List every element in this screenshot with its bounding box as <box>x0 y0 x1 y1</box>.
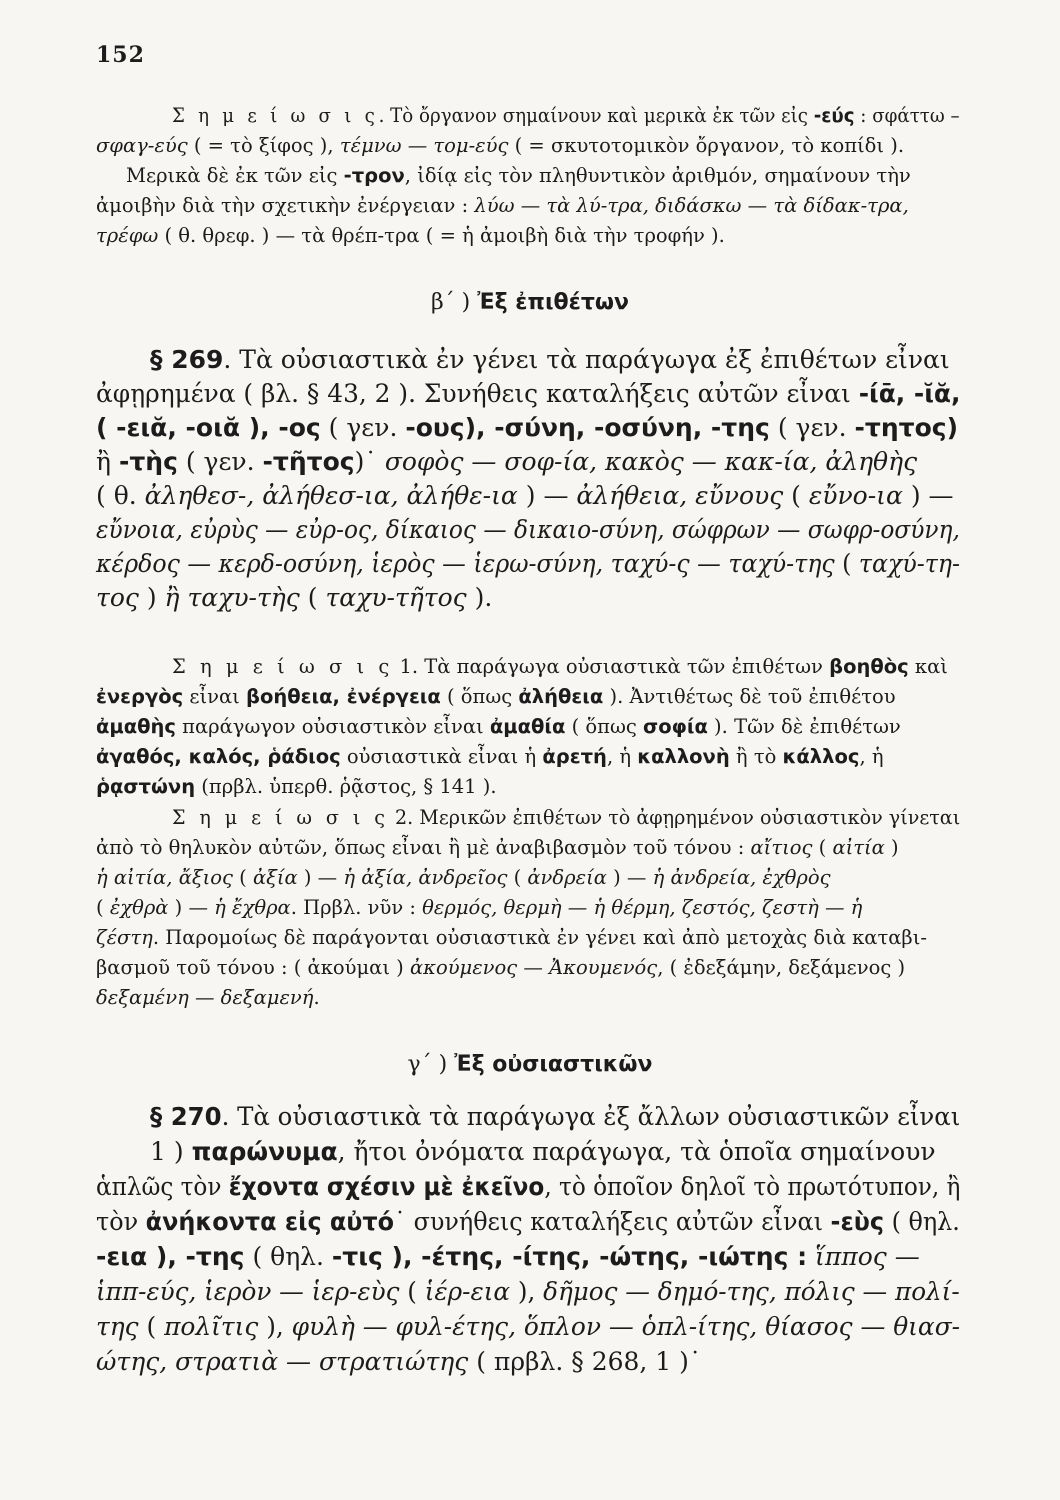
note-line: ἐνεργὸς εἶναι βοήθεια, ἐνέργεια ( ὅπως ἀλήθεια ). Ἀντιθέτως δὲ τοῦ ἐπιθέτου <box>96 685 896 708</box>
body-line: -εια ), -της ( θηλ. -τις ), -έτης, -ίτης, -ώτης, -ιώτης : ἵππος — <box>96 1242 920 1271</box>
body-line: ἁπλῶς τὸν ἔχοντα σχέσιν μὲ ἐκεῖνο, τὸ ὁποῖον δηλοῖ τὸ πρωτότυπον, ἢ <box>96 1172 961 1201</box>
body-line: § 269. Τὰ οὐσιαστικὰ ἐν γένει τὰ παράγωγα ἐξ ἐπιθέτων εἶναι <box>150 345 950 374</box>
note-line: σφαγ-εύς ( = τὸ ξίφος ), τέμνω — τομ-εύς ( = σκυτοτομικὸν ὄργανον, τὸ κοπίδι ). <box>96 134 905 157</box>
note-line: βασμοῦ τοῦ τόνου : ( ἀκούμαι ) ἀκούμενος — Ἀκουμενός, ( ἐδεξάμην, δεξάμενος ) <box>96 956 906 979</box>
body-line: ἱππ-εύς, ἱερὸν — ἱερ-εὺς ( ἱέρ-εια ), δῆμος — δημό-της, πόλις — πολί- <box>96 1277 960 1306</box>
body-line: § 270. Τὰ οὐσιαστικὰ τὰ παράγωγα ἐξ ἄλλων οὐσιαστικῶν εἶναι <box>150 1102 961 1131</box>
body-line: ( -ειᾰ, -οιᾰ ), -ος ( γεν. -ους), -σύνη, -οσύνη, -της ( γεν. -τητος) <box>96 413 959 442</box>
body-line: ( θ. ἀληθεσ-, ἀλήθεσ-ια, ἀλήθε-ια ) — ἀλήθεια, εὔνους ( εὔνο-ια ) — <box>96 481 954 510</box>
body-line: ώτης, στρατιὰ — στρατιώτης ( πρβλ. § 268, 1 )˙ <box>96 1347 702 1376</box>
note-line: ζέστη. Παρομοίως δὲ παράγονται οὐσιαστικὰ ἐν γένει καὶ ἀπὸ μετοχὰς διὰ καταβι- <box>96 926 927 949</box>
note-line: Σ η μ ε ί ω σ ι ς. Τὸ ὄργανον σημαίνουν καὶ μερικὰ ἐκ τῶν εἰς -εύς : σφάττω – <box>172 104 960 127</box>
body-line: κέρδος — κερδ-οσύνη, ἱερὸς — ἱερω-σύνη, ταχύ-ς — ταχύ-της ( ταχύ-τη- <box>96 549 960 578</box>
note-line: Μερικὰ δὲ ἐκ τῶν εἰς -τρον, ἰδίᾳ εἰς τὸν πληθυντικὸν ἀριθμόν, σημαίνουν τὴν <box>126 164 911 187</box>
section-heading: β΄ ) Ἐξ ἐπιθέτων <box>430 290 630 315</box>
body-line: τος ) ἢ ταχυ-τὴς ( ταχυ-τῆτος ). <box>96 583 493 612</box>
note-line: ῥᾳστώνη (πρβλ. ὑπερθ. ῥᾷστος, § 141 ). <box>96 775 497 798</box>
body-line: 1 ) παρώνυμα, ἤτοι ὀνόματα παράγωγα, τὰ ὁποῖα σημαίνουν <box>150 1137 936 1166</box>
note-line: ἀπὸ τὸ θηλυκὸν αὐτῶν, ὅπως εἶναι ἢ μὲ ἀναβιβασμὸν τοῦ τόνου : αἴτιος ( αἰτία ) <box>96 836 899 859</box>
note-line: ἀμαθὴς παράγωγον οὐσιαστικὸν εἶναι ἀμαθία ( ὅπως σοφία ). Τῶν δὲ ἐπιθέτων <box>96 715 901 738</box>
note-line: Σ η μ ε ί ω σ ι ς 2. Μερικῶν ἐπιθέτων τὸ ἀφῃρημένον οὐσιαστικὸν γίνεται <box>172 806 961 829</box>
note-line: ἀμοιβὴν διὰ τὴν σχετικὴν ἐνέργειαν : λύω — τὰ λύ-τρα, διδάσκω — τὰ δίδακ-τρα, <box>96 194 909 217</box>
body-line: ἀφῃρημένα ( βλ. § 43, 2 ). Συνήθεις καταλήξεις αὐτῶν εἶναι -ίᾱ, -ῐᾰ, <box>96 379 961 408</box>
page-number: 152 <box>96 42 145 68</box>
body-line: εὔνοια, εὐρὺς — εὐρ-ος, δίκαιος — δικαιο-σύνη, σώφρων — σωφρ-οσύνη, <box>96 515 960 544</box>
note-line: ἀγαθός, καλός, ῥάδιος οὐσιαστικὰ εἶναι ἡ ἀρετή, ἡ καλλονὴ ἢ τὸ κάλλος, ἡ <box>96 745 884 768</box>
body-line: της ( πολῖτις ), φυλὴ — φυλ-έτης, ὅπλον — ὁπλ-ίτης, θίασος — θιασ- <box>96 1312 961 1341</box>
note-line: ( ἐχθρὰ ) — ἡ ἔχθρα. Πρβλ. νῦν : θερμός, θερμὴ — ἡ θέρμη, ζεστός, ζεστὴ — ἡ <box>96 896 863 919</box>
note-line: τρέφω ( θ. θρεφ. ) — τὰ θρέπ-τρα ( = ἡ ἀμοιβὴ διὰ τὴν τροφήν ). <box>96 224 725 247</box>
body-line: τὸν ἀνήκοντα εἰς αὐτό˙ συνήθεις καταλήξεις αὐτῶν εἶναι -εὺς ( θηλ. <box>96 1207 960 1236</box>
note-line: ἡ αἰτία, ἄξιος ( ἀξία ) — ἡ ἀξία, ἀνδρεῖος ( ἀνδρεία ) — ἡ ἀνδρεία, ἐχθρὸς <box>96 866 831 889</box>
note-line: Σ η μ ε ί ω σ ι ς 1. Τὰ παράγωγα οὐσιαστικὰ τῶν ἐπιθέτων βοηθὸς καὶ <box>172 655 948 678</box>
section-heading: γ΄ ) Ἐξ οὐσιαστικῶν <box>407 1052 653 1077</box>
body-line: ἢ -τὴς ( γεν. -τῆτος)˙ σοφὸς — σοφ-ία, κακὸς — κακ-ία, ἀληθὴς <box>96 447 918 476</box>
note-line: δεξαμένη — δεξαμενή. <box>96 986 320 1009</box>
